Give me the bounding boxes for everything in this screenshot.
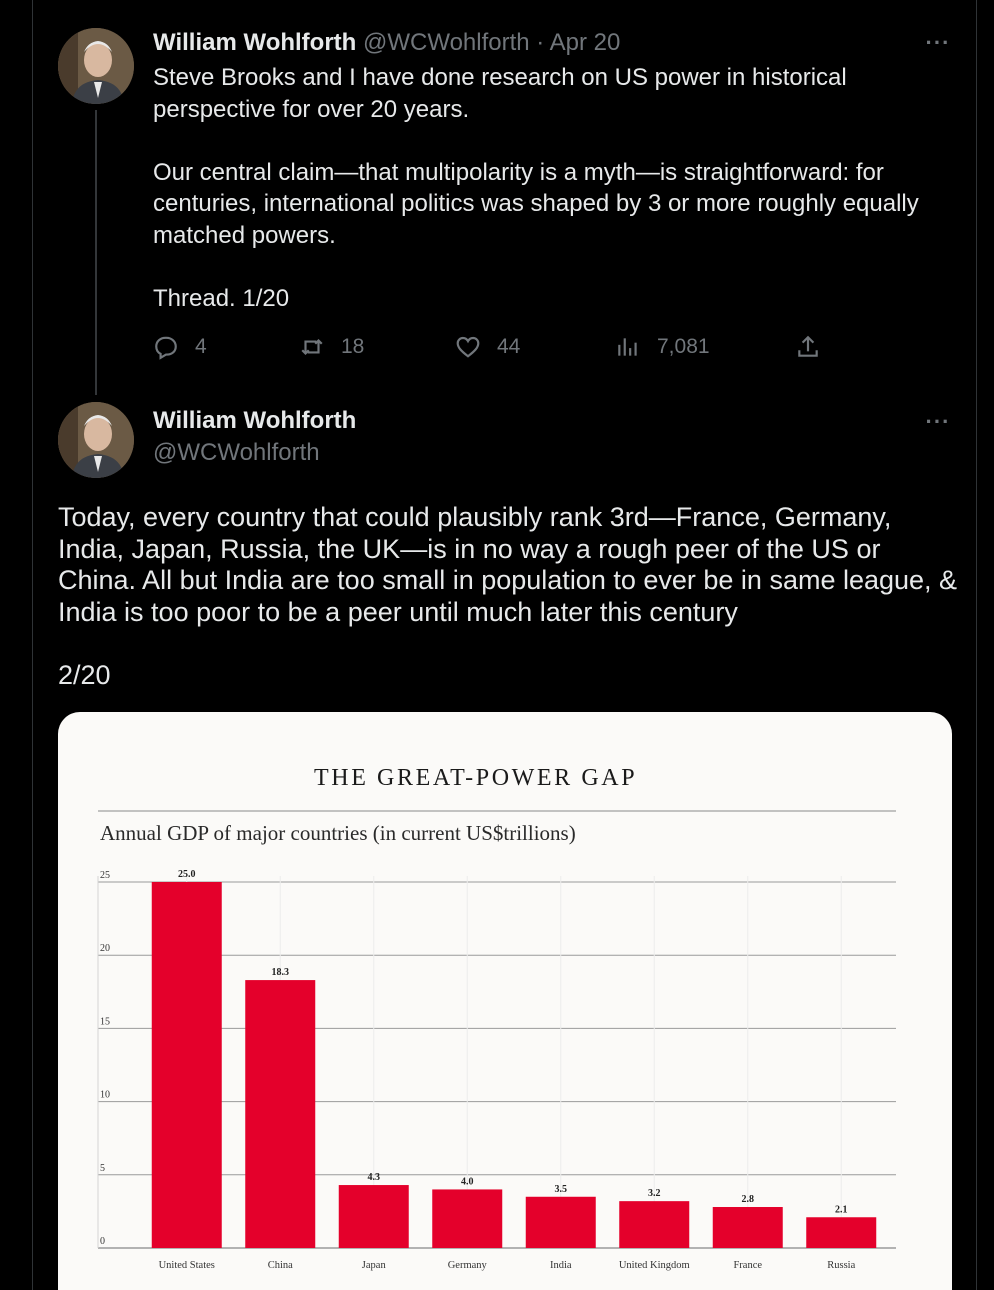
x-category-label: United Kingdom	[618, 1260, 690, 1271]
bar-value-label: 2.1	[835, 1204, 848, 1216]
repost-button[interactable]	[299, 334, 364, 360]
header-separator: ·	[536, 29, 545, 56]
bar-value-label: 4.0	[461, 1176, 474, 1188]
tweet1-action-bar	[153, 334, 833, 366]
bar-value-label: 2.8	[741, 1194, 754, 1206]
repost-icon	[299, 334, 325, 360]
bar	[339, 1185, 409, 1248]
heart-icon	[455, 334, 481, 360]
tweet1-header	[153, 28, 620, 58]
bar	[526, 1197, 596, 1248]
timeline-right-border	[976, 0, 977, 1290]
share-button[interactable]	[795, 334, 821, 360]
y-tick-label: 25	[100, 870, 110, 881]
reply-button[interactable]	[153, 334, 207, 360]
x-category-label: France	[733, 1260, 763, 1271]
reply-icon	[153, 334, 179, 360]
avatar-portrait-icon	[58, 402, 134, 478]
tweet-paragraph: 2/20	[58, 659, 111, 690]
bar	[245, 980, 315, 1248]
views-button[interactable]	[615, 334, 710, 360]
thread-connector-line	[95, 110, 97, 395]
tweet-media-image[interactable]	[58, 712, 952, 1290]
bar	[432, 1189, 502, 1248]
tweet2-text	[58, 502, 963, 691]
bar	[619, 1201, 689, 1248]
tweet-paragraph: Steve Brooks and I have done research on US power in historical perspective for over 20 years.	[153, 64, 847, 123]
reply-count: 4	[195, 335, 207, 358]
tweet-paragraph: Today, every country that could plausibly rank 3rd—France, Germany, India, Japan, Russia, the UK—is in no way a rough peer of the US or China. All but India are too small in population to ever be in same league, & India is too poor to be a peer until much later this century	[58, 502, 958, 627]
bar	[152, 882, 222, 1248]
like-count: 44	[497, 335, 521, 358]
bar-value-label: 4.3	[367, 1172, 380, 1184]
bar	[806, 1217, 876, 1248]
author-name[interactable]: William Wohlforth	[153, 29, 357, 56]
y-tick-label: 10	[100, 1089, 110, 1101]
avatar[interactable]	[58, 402, 134, 478]
tweet1-text	[153, 62, 953, 314]
bar	[713, 1207, 783, 1248]
x-category-label: India	[549, 1260, 572, 1271]
author-handle[interactable]: @WCWohlforth	[363, 29, 530, 56]
tweet-paragraph: Thread. 1/20	[153, 284, 290, 312]
x-category-label: United States	[158, 1260, 215, 1271]
tweet-date[interactable]: Apr 20	[549, 29, 621, 56]
chart-title: THE GREAT-POWER GAP	[314, 765, 638, 791]
ellipsis-icon[interactable]: ···	[925, 30, 951, 55]
chart-bars	[152, 869, 877, 1271]
like-button[interactable]	[455, 334, 520, 360]
y-tick-label: 20	[100, 943, 110, 955]
repost-count: 18	[341, 335, 365, 358]
author-name[interactable]: William Wohlforth	[153, 407, 357, 434]
ellipsis-icon[interactable]: ···	[925, 409, 951, 434]
view-count: 7,081	[657, 335, 710, 358]
bar-value-label: 3.2	[648, 1188, 661, 1200]
bar-chart-icon	[615, 334, 641, 360]
bar-value-label: 3.5	[554, 1183, 567, 1195]
tweet-paragraph: Our central claim—that multipolarity is a myth—is straightforward: for centuries, international politics was shaped by 3 or more roughly equally matched powers.	[153, 158, 919, 249]
avatar[interactable]	[58, 28, 134, 104]
y-tick-label: 0	[100, 1236, 105, 1247]
x-category-label: Germany	[447, 1260, 487, 1271]
chart-subtitle: Annual GDP of major countries (in current US$trillions)	[100, 821, 576, 845]
avatar-portrait-icon	[58, 28, 134, 104]
bar-value-label: 18.3	[271, 967, 289, 979]
share-icon	[795, 334, 821, 360]
y-tick-label: 15	[100, 1016, 110, 1028]
author-handle[interactable]: @WCWohlforth	[153, 439, 320, 466]
x-category-label: China	[267, 1260, 293, 1271]
y-tick-label: 5	[100, 1162, 105, 1174]
bar-value-label: 25.0	[178, 869, 196, 880]
timeline-left-border	[32, 0, 33, 1290]
x-category-label: Russia	[827, 1260, 856, 1271]
gdp-bar-chart	[58, 712, 952, 1290]
x-category-label: Japan	[361, 1260, 386, 1271]
